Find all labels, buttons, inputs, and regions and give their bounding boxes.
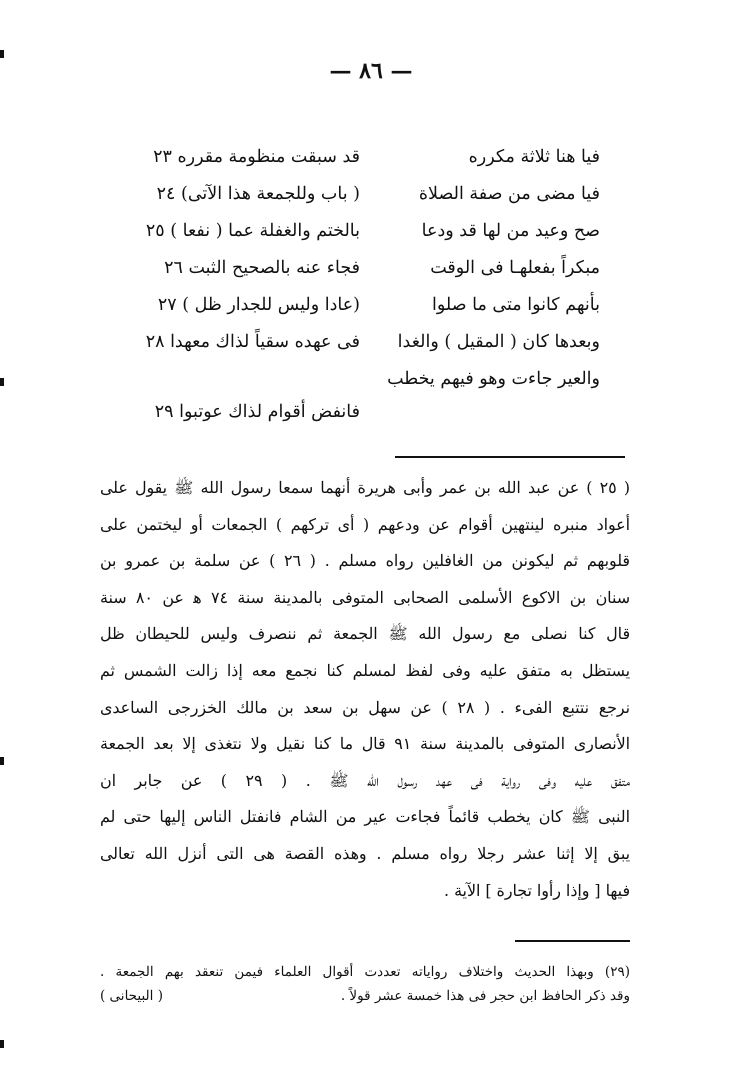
- footnote-line-with-signature: [100, 984, 630, 1008]
- verse-hemistich-left: فجاء عنه بالصحيح الثبت ٢٦: [164, 257, 360, 278]
- edge-mark: [0, 757, 4, 765]
- verse-row: [110, 360, 600, 397]
- commentary-line: فيها [ وإذا رأوا تجارة ] الآية .: [444, 880, 630, 900]
- commentary-line: نرجع نتتبع الفىء . ( ٢٨ ) عن سهل بن سعد بن مالك الخزرجى الساعدى: [100, 697, 630, 717]
- page-number: — ٨٦ —: [329, 58, 413, 84]
- footnote-signature: ( البيحانى ): [100, 988, 163, 1004]
- verse-row: [110, 286, 600, 323]
- verse-row: [110, 138, 600, 175]
- commentary-line: أعواد منبره لينتهين أقوام عن ودعهم ( أى تركهم ) الجمعات أو ليختمن على: [100, 514, 630, 534]
- verse-final-line: [110, 402, 600, 422]
- commentary-line: متفق عليه وفى رواية فى عهد رسول الله ﷺ . ( ٢٩ ) عن جابر ان: [100, 770, 630, 790]
- commentary-line: النبى ﷺ كان يخطب قائماً فجاءت عير من الشام فانفتل الناس إليها حتى لم: [100, 807, 630, 827]
- verse-row: [110, 175, 600, 212]
- verse-hemistich-left: قد سبقت منظومة مقرره ٢٣: [153, 146, 360, 167]
- commentary-line: ( ٢٥ ) عن عبد الله بن عمر وأبى هريرة أنهما سمعا رسول الله ﷺ يقول على: [100, 478, 630, 497]
- commentary-line: سنان بن الاكوع الأسلمى الصحابى المتوفى بالمدينة سنة ٧٤ ﻫ عن ٨٠ سنة: [100, 587, 630, 607]
- verse-hemistich-left: بالختم والغفلة عما ( نفعا ) ٢٥: [145, 220, 360, 241]
- commentary-line: يبق إلا إثنا عشر رجلا رواه مسلم . وهذه القصة هى التى أنزل الله تعالى: [100, 843, 630, 863]
- verse-row: [110, 323, 600, 360]
- verse-row: [110, 212, 600, 249]
- verse-hemistich-left: (عادا وليس للجدار ظل ) ٢٧: [157, 294, 360, 315]
- verse-hemistich-right: والعير جاءت وهو فيهم يخطب: [387, 368, 600, 389]
- footnote-line: (٢٩) وبهذا الحديث واختلاف رواياته تعددت أقوال العلماء فيمن تنعقد بهم الجمعة .: [100, 964, 630, 980]
- commentary-line: قال كنا نصلى مع رسول الله ﷺ الجمعة ثم ننصرف وليس للحيطان ظل: [100, 624, 630, 644]
- verse-hemistich-right: مبكراً بفعلهـا فى الوقت: [430, 257, 600, 278]
- footnote: [100, 960, 630, 1008]
- verse-table: [110, 138, 600, 397]
- commentary-line: قلوبهم ثم ليكونن من الغافلين رواه مسلم . ( ٢٦ ) عن سلمة بن عمرو بن: [100, 551, 630, 571]
- footnote-divider: [515, 940, 630, 942]
- verse-hemistich-left: فى عهده سقياً لذاك معهدا ٢٨: [145, 331, 360, 352]
- verse-hemistich-right: بأنهم كانوا متى ما صلوا: [432, 294, 600, 315]
- verse-hemistich-left: ( باب وللجمعة هذا الآتى) ٢٤: [156, 183, 360, 204]
- verse-final-hemistich: فانفض أقوام لذاك عوتبوا ٢٩: [154, 402, 360, 422]
- verse-hemistich-right: فيا مضى من صفة الصلاة: [418, 183, 600, 204]
- verse-hemistich-right: وبعدها كان ( المقيل ) والغدا: [397, 331, 600, 352]
- edge-mark: [0, 378, 4, 386]
- verse-hemistich-right: صح وعيد من لها قد ودعا: [421, 220, 600, 241]
- commentary-line: يستظل به متفق عليه وفى لفظ لمسلم كنا نجمع معه إذا زالت الشمس ثم: [100, 660, 630, 680]
- commentary: [100, 470, 630, 909]
- edge-mark: [0, 50, 4, 58]
- verse-row: [110, 249, 600, 286]
- edge-mark: [0, 1040, 4, 1048]
- commentary-line: الأنصارى المتوفى بالمدينة سنة ٩١ قال ما كنا نقيل ولا نتغذى إلا بعد الجمعة: [100, 734, 630, 754]
- verse-hemistich-right: فيا هنا ثلاثة مكرره: [468, 146, 600, 167]
- footnote-line: وقد ذكر الحافظ ابن حجر فى هذا خمسة عشر قولاً .: [340, 988, 630, 1004]
- commentary-divider: [395, 456, 625, 458]
